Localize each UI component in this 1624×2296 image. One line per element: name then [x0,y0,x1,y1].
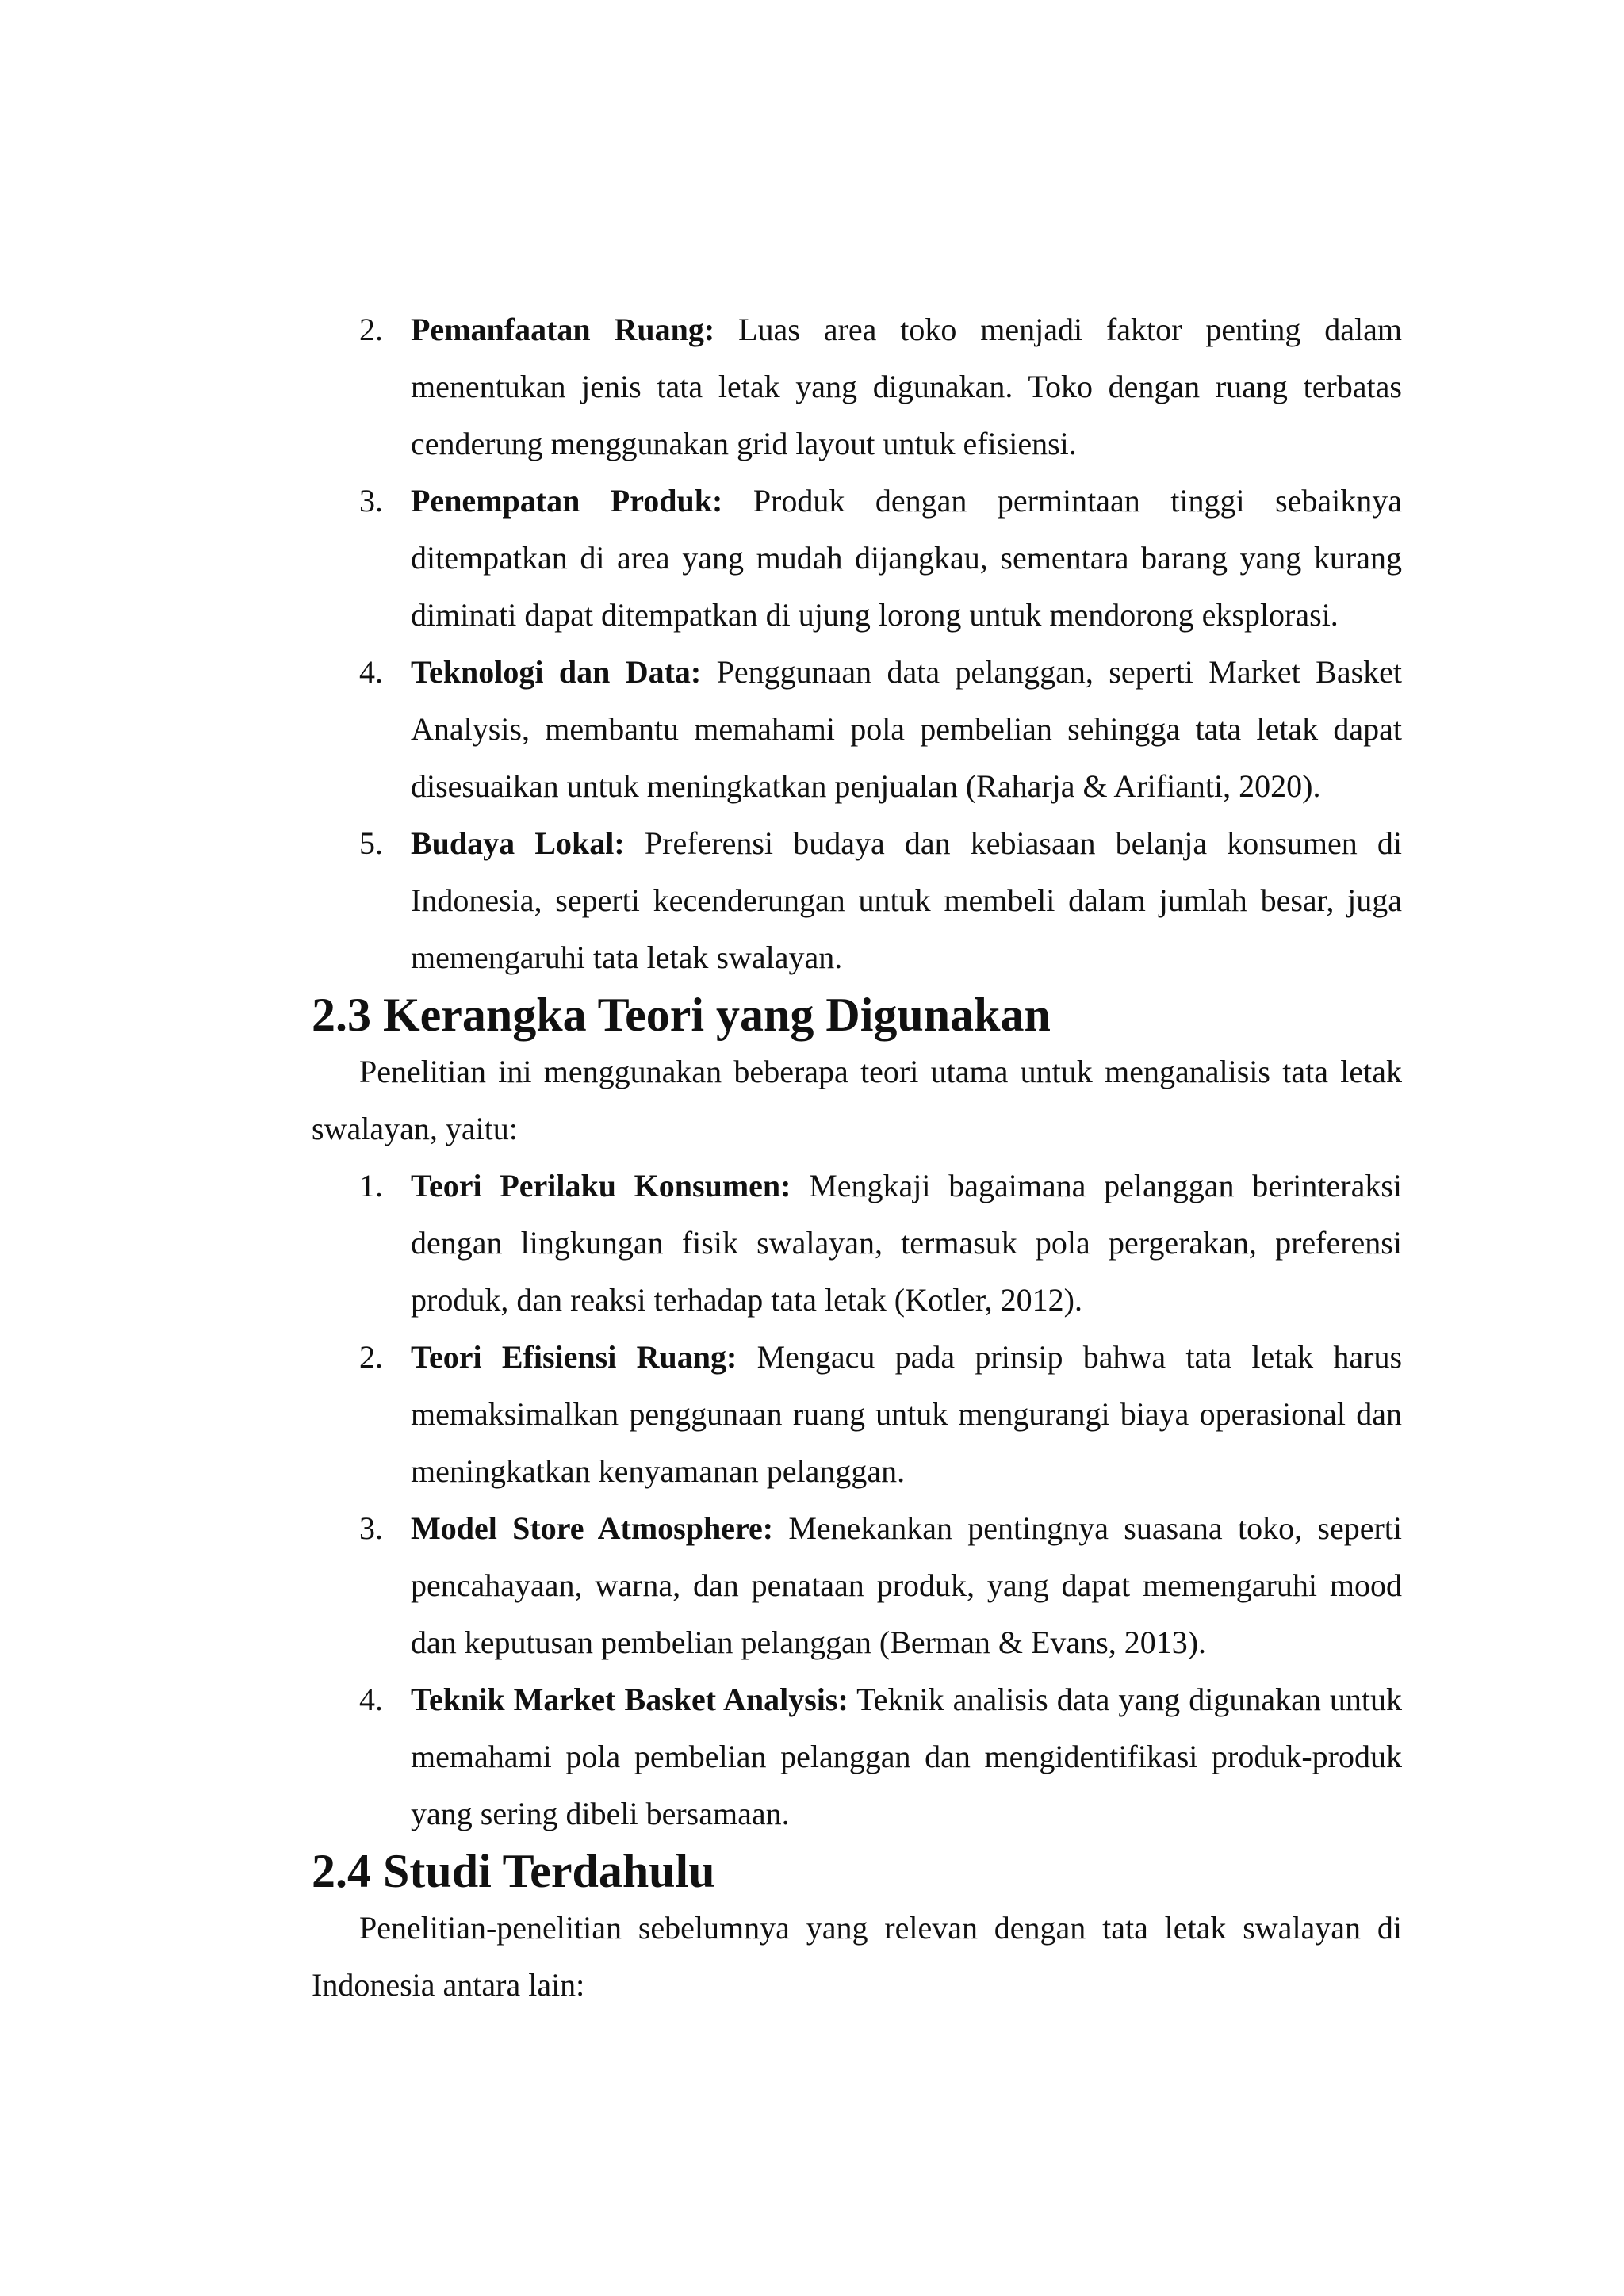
list-item [312,301,1402,473]
section-intro: Penelitian ini menggunakan beberapa teori utama untuk menganalisis tata letak swalayan, yaitu: [312,1054,1402,1146]
list-item-number: 3. [359,1510,383,1546]
theory-list [312,1158,1402,1843]
list-item-text: Luas area toko menjadi faktor penting dalam menentukan jenis tata letak yang digunakan. Toko dengan ruang terbatas cenderung menggunakan grid layout untuk efisiensi. [411,312,1402,461]
list-item-text: Produk dengan permintaan tinggi sebaiknya ditempatkan di area yang mudah dijangkau, sementara barang yang kurang diminati dapat ditempatkan di ujung lorong untuk mendorong eksplorasi. [411,483,1403,633]
list-item-title: Budaya Lokal: [411,825,625,861]
list-item-text: Mengacu pada prinsip bahwa tata letak harus memaksimalkan penggunaan ruang untuk mengurangi biaya operasional dan meningkatkan kenyamanan pelanggan. [411,1339,1403,1489]
list-item [312,644,1402,815]
list-item [312,1671,1402,1843]
list-item-title: Penempatan Produk: [411,483,723,519]
section-heading: 2.3 Kerangka Teori yang Digunakan [312,989,1051,1041]
list-item-number: 3. [359,483,383,519]
list-item [312,1158,1402,1329]
section-intro: Penelitian-penelitian sebelumnya yang relevan dengan tata letak swalayan di Indonesia antara lain: [312,1910,1402,2003]
list-item [312,815,1402,986]
list-item-title: Teknik Market Basket Analysis: [411,1682,848,1717]
list-item-number: 2. [359,312,383,347]
list-item-title: Model Store Atmosphere: [411,1510,774,1546]
list-item [312,1329,1402,1500]
list-item-number: 1. [359,1168,383,1203]
list-item-text: Preferensi budaya dan kebiasaan belanja konsumen di Indonesia, seperti kecenderungan untuk membeli dalam jumlah besar, juga memengaruhi tata letak swalayan. [411,825,1403,975]
list-item-number: 5. [359,825,383,861]
list-item-title: Pemanfaatan Ruang: [411,312,715,347]
list-item-text: Teknik analisis data yang digunakan untuk memahami pola pembelian pelanggan dan mengidentifikasi produk-produk yang sering dibeli bersamaan. [411,1682,1402,1831]
list-item-text: Penggunaan data pelanggan, seperti Market Basket Analysis, membantu memahami pola pembelian sehingga tata letak dapat disesuaikan untuk meningkatkan penjualan (Raharja & Arifianti, 2020). [411,654,1402,804]
list-item-text: Menekankan pentingnya suasana toko, seperti pencahayaan, warna, dan penataan produk, yang dapat memengaruhi mood dan keputusan pembelian pelanggan (Berman & Evans, 2013). [411,1510,1402,1660]
list-item-title: Teknologi dan Data: [411,654,702,690]
document-page [312,301,1402,2014]
list-item-text: Mengkaji bagaimana pelanggan berinteraksi dengan lingkungan fisik swalayan, termasuk pola pergerakan, preferensi produk, dan reaksi terhadap tata letak (Kotler, 2012). [411,1168,1403,1318]
section-heading: 2.4 Studi Terdahulu [312,1845,715,1897]
list-item [312,1500,1402,1671]
list-item-title: Teori Perilaku Konsumen: [411,1168,791,1203]
list-item-number: 4. [359,654,383,690]
list-item [312,473,1402,644]
list-item-number: 4. [359,1682,383,1717]
factor-list [312,301,1402,986]
list-item-title: Teori Efisiensi Ruang: [411,1339,737,1375]
list-item-number: 2. [359,1339,383,1375]
